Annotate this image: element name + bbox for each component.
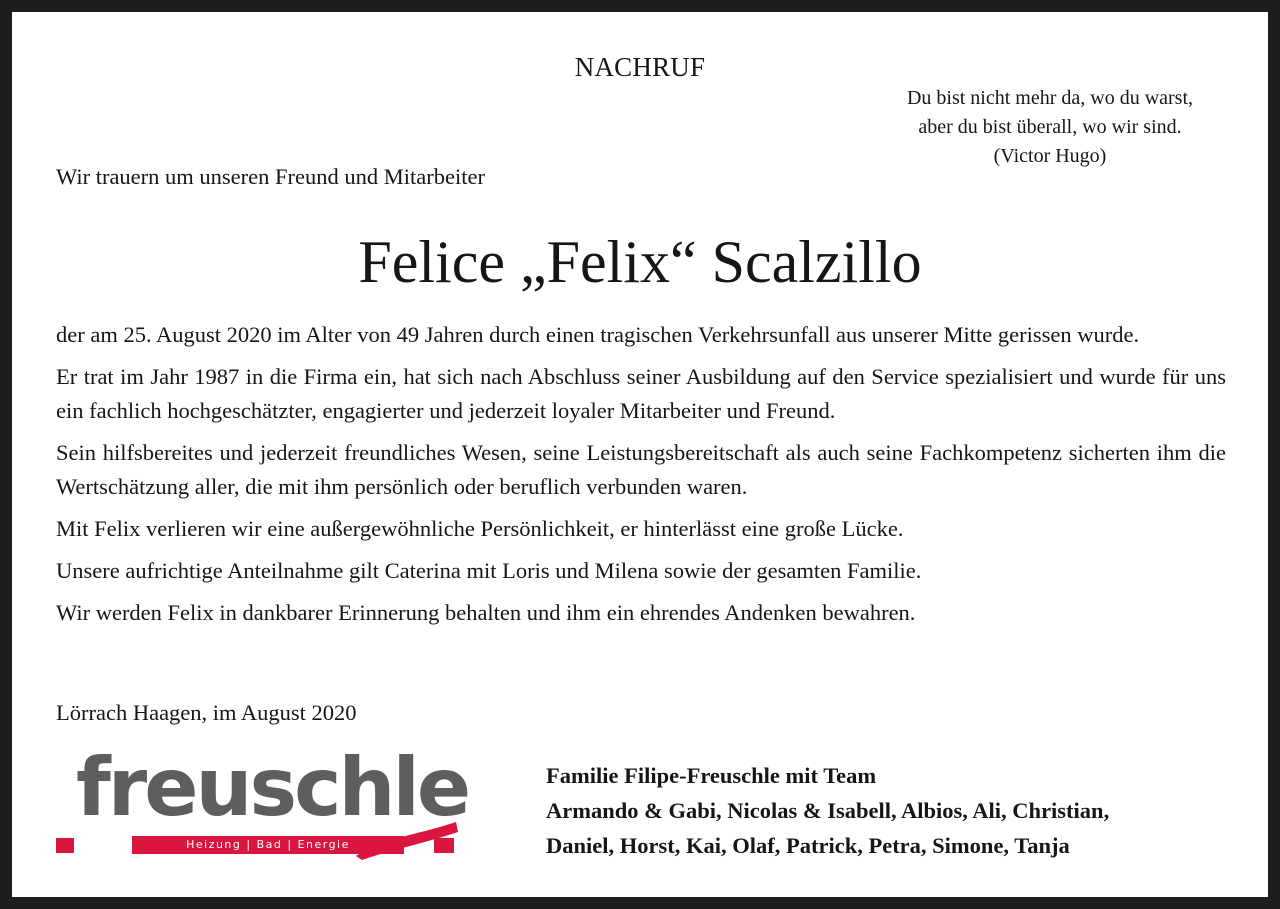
- quote-line: Du bist nicht mehr da, wo du warst,: [906, 87, 1194, 109]
- quote-author: (Victor Hugo): [993, 145, 1107, 167]
- deceased-name: Felice „Felix“ Scalzillo: [358, 229, 922, 295]
- body-paragraph: Mit Felix verlieren wir eine außergewöhnliche Persönlichkeit, er hinterlässt eine große Lücke.: [56, 516, 904, 541]
- signature-line: Armando & Gabi, Nicolas & Isabell, Albios, Ali, Christian,: [546, 798, 1110, 823]
- logo-accent-left: [56, 838, 74, 853]
- intro-text: Wir trauern um unseren Freund und Mitarbeiter: [56, 164, 485, 189]
- body-paragraph: der am 25. August 2020 im Alter von 49 Jahren durch einen tragischen Verkehrsunfall aus unserer Mitte gerissen wurde.: [56, 322, 1140, 347]
- company-logo: [52, 741, 469, 862]
- logo-accent-right: [434, 838, 454, 853]
- logo-wordmark: freuschle: [76, 741, 469, 834]
- body-paragraph: Unsere aufrichtige Anteilnahme gilt Caterina mit Loris und Milena sowie der gesamten Familie.: [56, 558, 922, 583]
- body-paragraph: Er trat im Jahr 1987 in die Firma ein, hat sich nach Abschluss seiner Ausbildung auf den Service spezialisiert und wurde für uns ein fachlich hochgeschätzter, engagierter und jederzeit loyaler Mitarbeiter und Freund.: [56, 364, 1226, 423]
- body-paragraph: Sein hilfsbereites und jederzeit freundliches Wesen, seine Leistungsbereitschaft als auch seine Fachkompetenz sicherten ihm die Wertschätzung aller, die mit ihm persönlich oder beruflich verbunden waren.: [56, 440, 1226, 499]
- signature-block: [546, 758, 1109, 863]
- body-paragraph: Wir werden Felix in dankbarer Erinnerung behalten und ihm ein ehrendes Andenken bewahren.: [56, 600, 916, 625]
- signature-line: Daniel, Horst, Kai, Olaf, Patrick, Petra, Simone, Tanja: [546, 833, 1070, 858]
- quote-line: aber du bist überall, wo wir sind.: [918, 116, 1182, 138]
- obituary-body: [56, 318, 1226, 638]
- logo-tagline: Heizung | Bad | Energie: [132, 836, 404, 854]
- place-date: Lörrach Haagen, im August 2020: [56, 700, 357, 725]
- signature-line: Familie Filipe-Freuschle mit Team: [546, 763, 877, 788]
- notice-heading: NACHRUF: [574, 52, 706, 82]
- quote-block: [860, 84, 1240, 171]
